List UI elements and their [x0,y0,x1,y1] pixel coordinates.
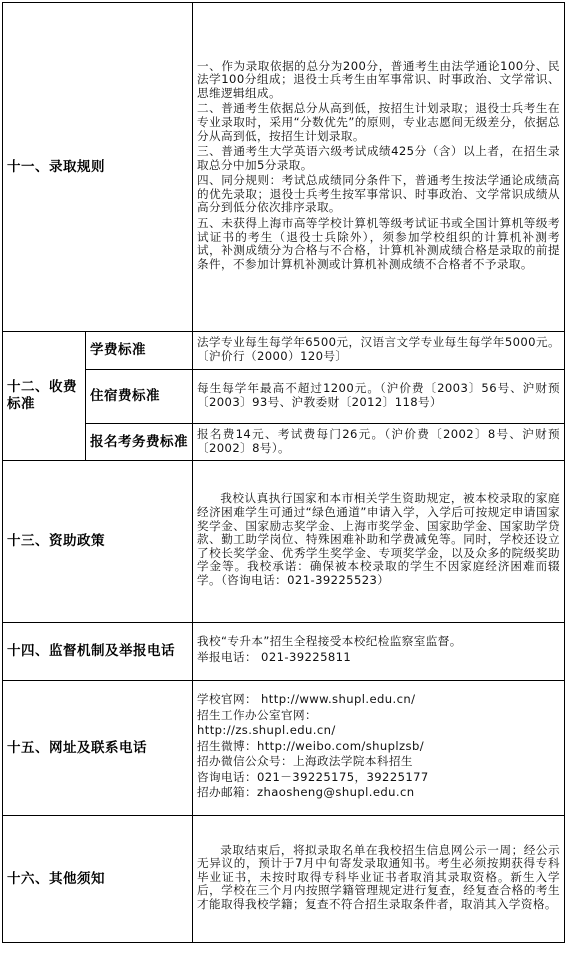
lodging-label: 住宿费标准 [86,370,193,424]
section-admission-rules [3,3,565,332]
section-fees-exam [3,424,565,461]
admissions-office-label: 招生工作办公室官网： [197,707,317,722]
other-notes-text: 录取结束后，将拟录取名单在我校招生信息网公示一周；经公示无异议的，预计于7月中旬寄发录取通知书。考生必须按期获得专科毕业证书，未按时取得专科毕业证书者取消其录取资格。新生入学后，学校在三个月内按照学籍管理规定进行复查，经复查合格的考生才能取得我校学籍；复查不符合招生录取条件者，取消其入学资格。 [197,842,560,911]
section-fees-lodging [3,370,565,424]
tuition-text: 法学专业每生每学年6500元，汉语言文学专业每生每学年5000元。〔沪价行（2000）120号〕 [193,332,565,370]
admissions-email[interactable]: 招办邮箱：zhaosheng@shupl.edu.cn [197,785,415,800]
exam-fee-label: 报名考务费标准 [86,424,193,461]
report-phone: 举报电话： 021-39225811 [197,650,352,664]
exam-fee-text: 报名费14元、考试费每门26元。（沪价费〔2002〕8号、沪财预〔2002〕8号）。 [193,424,565,461]
section-title-admission-rules: 十一、录取规则 [3,3,193,332]
section-title-fees: 十二、收费标准 [3,332,86,461]
section-other-notes [3,816,565,943]
section-title-other-notes: 十六、其他须知 [3,816,193,943]
weibo-link[interactable]: 招生微博：http://weibo.com/shuplzsb/ [197,738,425,753]
section-title-financial-aid: 十三、资助政策 [3,461,193,623]
admission-rules-content [193,3,565,332]
admission-rule-1: 一、作为录取依据的总分为200分，普通考生由法学通论100分、民法学100分组成；退役士兵考生由军事常识、时事政治、文学常识、思维逻辑组成。 [197,58,560,100]
school-website[interactable]: 学校官网： http://www.shupl.edu.cn/ [197,691,416,706]
supervision-text: 我校“专升本”招生全程接受本校纪检监察室监督。 [197,634,462,649]
section-title-contacts: 十五、网址及联系电话 [3,681,193,816]
tuition-label: 学费标准 [86,332,193,370]
section-supervision [3,623,565,681]
section-contacts [3,681,565,816]
section-title-supervision: 十四、监督机制及举报电话 [3,623,193,681]
admission-rule-2: 二、普通考生依据总分从高到低，按招生计划录取；退役士兵考生在专业录取时，采用“分数优先”的原则，专业志愿间无级差分，依据总分从高到低，按招生计划录取。 [197,101,560,143]
admission-rule-3: 三、普通考生大学英语六级考试成绩425分（含）以上者，在招生录取总分中加5分录取。 [197,144,560,172]
admission-rule-5: 五、未获得上海市高等学校计算机等级考试证书或全国计算机等级考试证书的考生（退役士兵除外），须参加学校组织的计算机补测考试，补测成绩分为合格与不合格，计算机补测成绩合格是录取的前提条件，不参加计算机补测或计算机补测成绩不合格者不予录取。 [197,216,560,271]
admissions-office-url[interactable]: http://zs.shupl.edu.cn/ [197,723,336,738]
admission-rule-4: 四、同分规则：考试总成绩同分条件下，普通考生按法学通论成绩高的优先录取；退役士兵考生按军事常识、时事政治、文学常识成绩从高分到低分依次排序录取。 [197,173,560,215]
consult-phone: 咨询电话：021－39225175，39225177 [197,769,429,784]
lodging-text: 每生每学年最高不超过1200元。（沪价费〔2003〕56号、沪财预〔2003〕93号、沪教委财〔2012〕118号） [193,370,565,424]
financial-aid-text: 我校认真执行国家和本市相关学生资助规定，被本校录取的家庭经济困难学生可通过“绿色通道”申请入学，入学后可按规定申请国家奖学金、国家励志奖学金、上海市奖学金、国家助学金、国家助学贷款、勤工助学岗位、特殊困难补助和学费减免等。同时，学校还设立了校长奖学金、优秀学生奖学金、专项奖学金，以及众多的院级奖助学金等。我校承诺：确保被本校录取的学生不因家庭经济困难而辍学。（咨询电话：021-39225523） [197,491,560,587]
section-financial-aid [3,461,565,623]
section-fees-tuition [3,332,565,370]
admission-rules-table [2,2,565,943]
wechat-account: 招办微信公众号：上海政法学院本科招生 [197,754,413,769]
